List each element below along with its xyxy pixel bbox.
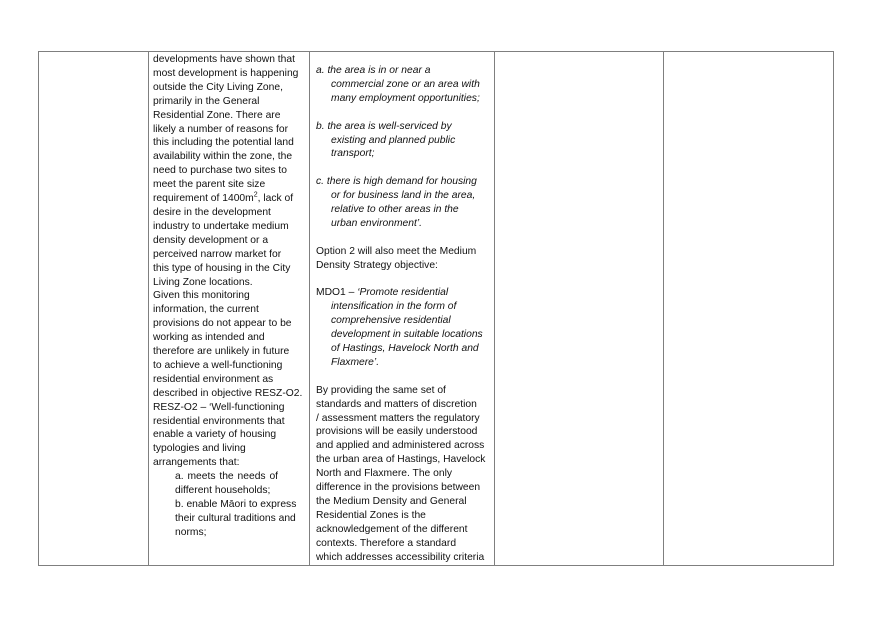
text-line: difference in the provisions between: [316, 482, 481, 494]
text-line: perceived narrow market for: [153, 248, 282, 260]
criteria-a-cont: many employment opportunities;: [331, 92, 480, 104]
text-line: primarily in the General: [153, 95, 260, 107]
assessment-table: [38, 51, 834, 566]
text-line: need to purchase two sites to: [153, 165, 287, 177]
text-line: and applied and administered across: [316, 440, 485, 452]
criteria-b-cont: existing and planned public: [331, 134, 456, 146]
mdo1-cont: Flaxmere’.: [331, 356, 380, 368]
list-item-a: a. meets the needs of: [175, 471, 279, 483]
criteria-c-cont: relative to other areas in the: [331, 204, 459, 216]
text-line-site-size: [153, 192, 306, 206]
mdo1-line: [316, 286, 492, 300]
mdo1-cont: of Hastings, Havelock North and: [331, 343, 479, 355]
text-line: standards and matters of discretion: [316, 398, 477, 410]
text-line: Given this monitoring: [153, 290, 250, 302]
text-line: therefore are unlikely in future: [153, 346, 290, 358]
text-line: enable a variety of housing: [153, 429, 277, 441]
criteria-a: a. the area is in or near a: [316, 65, 431, 76]
col3-text: [310, 52, 494, 565]
col2-text: [149, 52, 309, 540]
text-line: most development is happening: [153, 67, 299, 79]
text-line: meet the parent site size: [153, 179, 266, 191]
mdo1-cont: development in suitable locations: [331, 329, 483, 341]
text-line: By providing the same set of: [316, 384, 446, 396]
spacer: [316, 231, 492, 245]
mdo1-cont: intensification in the form of: [331, 301, 457, 313]
table-cell-col4: [495, 52, 664, 566]
text-line: desire in the development: [153, 206, 271, 218]
text-line: outside the City Living Zone,: [153, 81, 283, 93]
spacer: [316, 161, 492, 175]
table-row: [39, 52, 834, 566]
text-line: the urban area of Hastings, Havelock: [316, 454, 486, 466]
req-suffix: , lack of: [257, 193, 294, 205]
table-cell-col3: [310, 52, 495, 566]
text-line: developments have shown that: [153, 54, 295, 65]
text-line: acknowledgement of the different: [316, 523, 468, 535]
criteria-c-cont: urban environment’.: [331, 217, 423, 229]
text-line: provisions will be easily understood: [316, 426, 478, 438]
text-line: residential environment as: [153, 373, 274, 385]
mdo1-quote: ‘Promote residential: [357, 287, 449, 299]
text-line: described in objective RESZ-O2.: [153, 387, 303, 399]
text-line: which addresses accessibility criteria: [316, 551, 485, 563]
text-line: / assessment matters the regulatory: [316, 412, 480, 424]
criteria-b-cont: transport;: [331, 148, 375, 160]
text-line: Density Strategy objective:: [316, 259, 438, 271]
mdo1-prefix: MDO1 –: [316, 287, 358, 299]
criteria-b: b. the area is well-serviced by: [316, 120, 452, 132]
text-line: working as intended and: [153, 332, 265, 344]
text-line: arrangements that:: [153, 457, 240, 469]
criteria-c-cont: or for business land in the area,: [331, 190, 476, 202]
req-superscript: 2: [253, 191, 258, 199]
text-line: residential environments that: [153, 415, 285, 427]
text-line: Residential Zone. There are: [153, 109, 281, 121]
text-line: RESZ-O2 – ‘Well-functioning: [153, 401, 285, 413]
text-line: the Medium Density and General: [316, 496, 467, 508]
criteria-c: c. there is high demand for housing: [316, 176, 477, 188]
spacer: [316, 370, 492, 384]
table-cell-col5: [664, 52, 834, 566]
text-line: availability within the zone, the: [153, 151, 293, 163]
spacer: [316, 106, 492, 120]
text-line: North and Flaxmere. The only: [316, 468, 453, 480]
text-line: industry to undertake medium: [153, 220, 289, 232]
text-line: Living Zone locations.: [153, 276, 253, 288]
list-item-b-cont: norms;: [175, 526, 207, 538]
list-item-b-cont: their cultural traditions and: [175, 512, 296, 524]
text-line: likely a number of reasons for: [153, 123, 289, 135]
criteria-a-cont: commercial zone or an area with: [331, 78, 480, 90]
text-line: information, the current: [153, 304, 259, 316]
text-line: Residential Zones is the: [316, 509, 426, 521]
table-cell-col1: [39, 52, 149, 566]
text-line: provisions do not appear to be: [153, 318, 292, 330]
list-item-b: b. enable Māori to express: [175, 499, 297, 510]
text-line: typologies and living: [153, 443, 246, 455]
text-line: contexts. Therefore a standard: [316, 537, 457, 549]
spacer: [316, 273, 492, 287]
text-line: to achieve a well-functioning: [153, 359, 283, 371]
list-item-a-cont: different households;: [175, 485, 271, 497]
text-line: Option 2 will also meet the Medium: [316, 245, 477, 257]
text-line: this type of housing in the City: [153, 262, 291, 274]
table-cell-col2: [149, 52, 310, 566]
req-prefix: requirement of 1400m: [153, 193, 254, 205]
text-line: density development or a: [153, 234, 269, 246]
text-line: this including the potential land: [153, 137, 294, 149]
mdo1-cont: comprehensive residential: [331, 315, 451, 327]
